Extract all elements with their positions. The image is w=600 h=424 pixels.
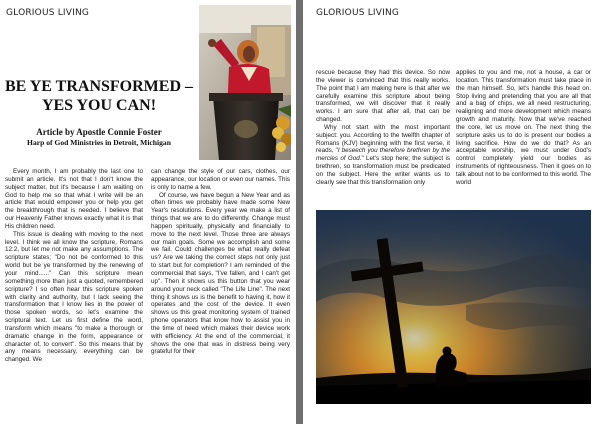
body-column-4 — [456, 69, 591, 187]
section-header: GLORIOUS LIVING — [6, 8, 90, 18]
scripture-quote: I beseech you therefore brethren by the mercies of God. — [316, 147, 450, 163]
paragraph — [316, 124, 450, 187]
body-column-1 — [5, 168, 143, 364]
left-page — [0, 0, 296, 424]
paragraph: This issue is dealing with moving to the next level. I think we all know the scripture, Romans 12:2, but let me not make any assumptions. The scripture states; "Do not be conformed to this world but be ye transformed by the renewing of your mind......" Can this scripture mean something more than just a quoted, remembered scripture? I so often hear this scripture spoken with clarity and authority, but I lack seeing the transformation that I know lies in the power of those spoken words, so let's examine the scriptural text. Let us first define the word, transform which means "to make a thorough or dramatic change in the form, appearance or character of, to convert". So this means that by any means necessary, everything can be changed. We — [5, 230, 143, 364]
right-page — [303, 0, 600, 424]
speaker-photo — [199, 5, 291, 160]
paragraph: applies to you and me, not a house, a car or location. This transformation must take place in the man himself. So, let's handle this head on. Stop living and pretending that you are all that and a bag of chips, we all need restructuring, realigning and more development which means growth and maturity. Now that we've reached the core, let us move on. The next thing the scripture asks us to do is present our bodies a living sacrifice. How do we do that? As an acceptable worship, we must under God's control completely yield our bodies as instruments of righteousness. Then it goes on to talk about not to be conformed to this world. The world — [456, 69, 591, 186]
article-title-line1: BE YE TRANSFORMED – — [4, 78, 194, 95]
affiliation-line: Harp of God Ministries in Detroit, Michigan — [27, 138, 171, 147]
section-header: GLORIOUS LIVING — [316, 8, 400, 18]
paragraph: Every month, I am probably the last one to submit an article. It's not that I don't know the subject matter, but it's because I am waiting on God to help me so that what I write will be an article that would empower you or help you get the breakthrough that is needed. I believe that our Heavenly Father knows exactly what it is that His children need. — [5, 168, 143, 230]
quote-tail: " Let's stop here; the subject is brethren, so transformation must be predicated on the subject. Here the writer wants us to clearly see that this transformation only — [316, 155, 450, 186]
paragraph: Of course, we have begun a New Year and as often times we probably have made some New Year's resolutions. Every year we make a list of things that we are to do differently. Change must happen spiritually, physically and financially to move to the next level. Those three are always our main goals. Some we accomplish and some we fail. Could challenges be what really defeat us? Are we taking the correct steps not only just to start but for completion? I am reminded of the commercial that says, "I've fallen, and I can't get up". Then it shows us this button that you wear around your neck called "The Life Line". The next thing it shows us is the benefit to having it, how it operates and the cost of the device. It even shows us this great monitoring system of trained phone operators that know how to assist you in the time of need which makes their device work with efficiency. At the end of the commercial, it shows the one that was in distress being very grateful for their — [151, 191, 290, 356]
article-title-line2: YES YOU CAN! — [41, 97, 157, 114]
paragraph: can change the style of our cars, clothes, our appearance, our location or even our names. This is only to name a few. — [151, 168, 290, 191]
paragraph: rescue because they had this device. So now the viewer is convinced that this really works. The point that I am making here is that after we carefully examine this scripture about being transformed, we will discover that it really works. I am sure that after all, that can be changed. — [316, 69, 450, 124]
author-line: Article by Apostle Connie Foster — [36, 127, 162, 137]
quote-lead: Why not start with the most important subject: you. According to the twelfth chapter of Romans (KJV) beginning with the first verse, it reads, " — [316, 123, 450, 155]
cross-sunset-photo — [316, 210, 591, 404]
body-column-2 — [151, 168, 290, 356]
body-column-3 — [316, 69, 450, 187]
